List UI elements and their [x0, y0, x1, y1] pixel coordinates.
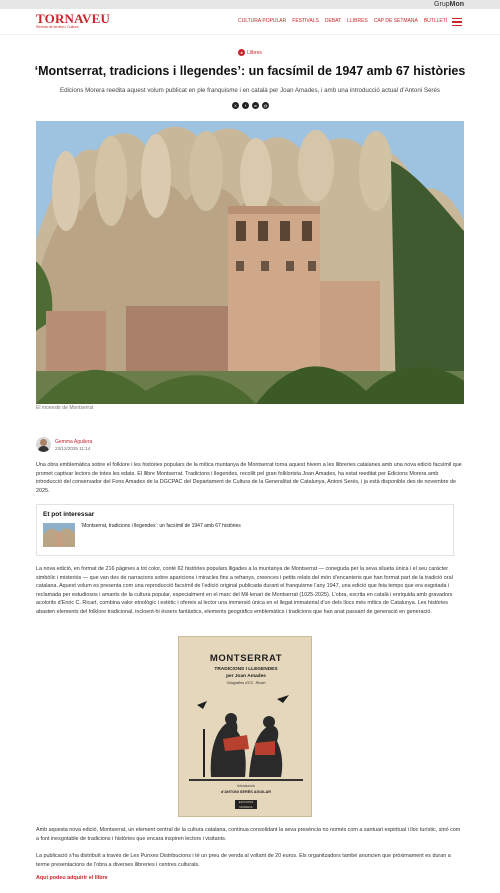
- book-intro-label: Introducció: [237, 784, 255, 788]
- article-paragraph-3: Amb aquesta nova edició, Montserrat, un element central de la cultura catalana, continua consolidant la seva presència no només com a santuari espiritual i lloc turístic, sinó com a font inesgotable de tradicions i històries que encara inspiren lectors i visitants.: [36, 827, 461, 842]
- book-icon: ●: [238, 49, 245, 56]
- nav-item-debat[interactable]: DEBAT: [324, 18, 342, 24]
- book-subtitle: TRADICIONS I LLEGENDES: [214, 667, 278, 672]
- book-publisher-logo: EDICIONS MORERA: [235, 800, 257, 809]
- x-icon[interactable]: X: [232, 102, 239, 109]
- book-intro-author: d’ANTONI SERÉS AGUILAR: [221, 790, 271, 794]
- book-illustration: [189, 689, 303, 786]
- related-box: [36, 504, 454, 556]
- related-thumb-illustration: [43, 523, 75, 547]
- book-author: per Joan Amades: [226, 674, 266, 679]
- nav-item-festivals[interactable]: FESTIVALS: [292, 18, 319, 24]
- book-illustrator: Xilografies d’EC. Ricart: [226, 681, 266, 685]
- author-name[interactable]: Gemma Aguilera: [55, 439, 93, 445]
- book-cover: [178, 636, 312, 817]
- nav-item-llibres[interactable]: LLIBRES: [347, 18, 368, 24]
- logo-tagline: Revista de territori i Cultura: [36, 25, 79, 29]
- share-bar: [232, 102, 269, 109]
- email-icon[interactable]: @: [263, 103, 268, 108]
- site-header: [0, 9, 500, 35]
- book-title: MONTSERRAT: [209, 653, 283, 664]
- article-date: 23/12/2025 11:14: [55, 446, 91, 451]
- avatar[interactable]: [36, 437, 51, 452]
- group-bar: [0, 0, 500, 9]
- hamburger-menu-icon[interactable]: [452, 18, 462, 26]
- article-title: ‘Montserrat, tradicions i llegendes’: un facsímil de 1947 amb 67 històries: [34, 64, 466, 78]
- image-caption: El monestir de Montserrat: [36, 405, 94, 411]
- group-brand[interactable]: GrupMon: [434, 1, 464, 8]
- related-heading: Et pot interessar: [43, 511, 95, 518]
- whatsapp-icon[interactable]: w: [252, 102, 259, 109]
- book-woodcut-illustration: [189, 689, 303, 781]
- article-paragraph-1: Una obra emblemàtica sobre el folklore i les històries populars de la mítica muntanya de Montserrat torna aquest hivern a les llibreries catalanes amb una nova edició facsímil que promet captivar lectors de totes les edats. El llibre Montserrat. Tradicions i llegendes, recollit pel gran folklorista Joan Amades, ha estat reeditat per Edicions Morera amb introducció del conservador del Fons Amades de la DGCPAC del Departament de Cultura de la Generalitat de Catalunya, Antoni Serés, i ja està disponible des de novembre de 2025.: [36, 462, 462, 494]
- logo-name: TORNAVEU: [36, 11, 111, 26]
- site-logo[interactable]: [36, 12, 110, 30]
- buy-book-link[interactable]: Aquí podeu adquirir el llibre: [36, 875, 108, 881]
- section-label[interactable]: ● Llibres: [0, 49, 500, 57]
- related-article-link[interactable]: ‘Montserrat, tradicions i llegendes’: un facsímil de 1947 amb 67 històries: [81, 523, 241, 529]
- article-subtitle: Edicions Morera reedita aquest volum publicat en ple franquisme i en català per Joan Amades, i amb una introducció actual d’Antoni Serés: [59, 87, 441, 94]
- article-paragraph-4: La publicació s’ha distribuït a través de Les Punxes Distribucions i té un preu de venda al voltant de 20 euros. Els organitzadors també anuncien que pròximament es duran a terme presentacions de l’obra a diverses llibreries i centres culturals.: [36, 853, 451, 868]
- related-thumbnail[interactable]: [43, 523, 75, 547]
- main-nav: [238, 18, 453, 25]
- article-paragraph-2: La nova edició, en format de 216 pàgines a tot color, conté 62 històries populars lligades a la muntanya de Montserrat — coneguda per la seva silueta única i el seu caràcter simbòlic i misteriós — que van des de narracions sobre aparicions i miracles fins a refranys, creences i petits relats del món d’encanteris que han format part de la tradició oral catalana. Aquest volum es presenta com una reproducció facsímil de l’edició original publicada durant el franquisme l’any 1947, una edició que feia temps que era esgotada i reclamada per estudiosos i amants de la cultura popular, especialment en el marc del Mil·lenari de Montserrat (1025-2025). L’obra, escrita en català i enriquida amb gravadors acolorits d’Enric C. Ricart, combina valor etnològic i estètic i ofereix al lector una immersió única en el llegat immaterial d’un dels llocs més mítics de Catalunya. Les històries abasten elements del folklore tradicional, incloent-hi éssers fantàstics, elements geogràfics emblemàtics i tradicions que han anat passant de generació en generació.: [36, 566, 453, 615]
- hero-image: [36, 121, 464, 404]
- nav-item-butlleti[interactable]: BUTLLETÍ: [423, 18, 448, 24]
- facebook-icon[interactable]: f: [242, 102, 249, 109]
- nav-item-cultura-popular[interactable]: CULTURA POPULAR: [238, 18, 287, 24]
- nav-item-cap-de-setmana[interactable]: CAP DE SETMANA: [373, 18, 418, 24]
- monastery-illustration: [36, 121, 464, 404]
